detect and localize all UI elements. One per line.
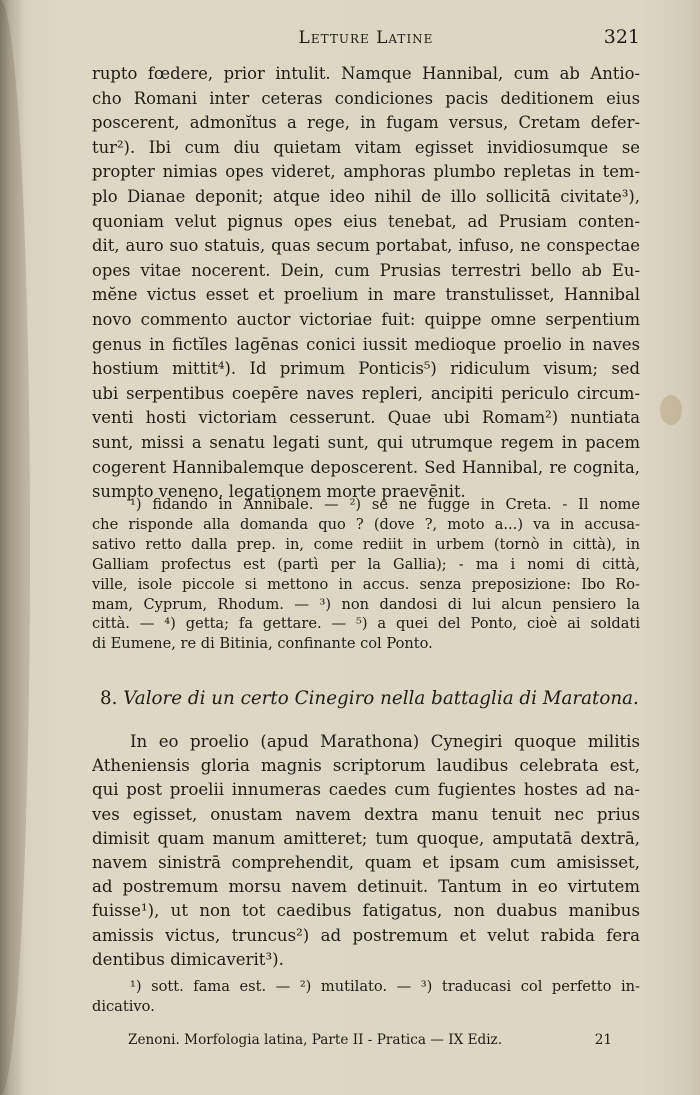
section-number: 8. — [100, 688, 118, 709]
text-line: mĕne victus esset et proelium in mare transtulisset, Hannibal — [92, 285, 640, 305]
page-header — [92, 28, 640, 54]
text-line: genus in fictĭles lagēnas conici iussit medioque proelio in naves — [92, 334, 640, 354]
footnote-line: ¹) fidando in Annibale. — ²) se ne fugge in Creta. - Il nome — [130, 496, 640, 513]
text-line: cogerent Hannibalemque deposcerent. Sed Hannibal, re cognita, — [92, 457, 640, 477]
signature-mark: 21 — [594, 1032, 612, 1048]
text-line: ves egisset, onustam navem dextra manu tenuit nec prius — [92, 804, 640, 824]
text-line: opes vitae nocerent. Dein, cum Prusias terrestri bello ab Eu- — [92, 260, 640, 280]
text-line: novo commento auctor victoriae fuit: quippe omne serpentium — [92, 309, 640, 329]
text-line: In eo proelio (apud Marathona) Cynegiri quoque militis — [130, 732, 640, 751]
text-line: dentibus dimicaverit³). — [92, 949, 284, 969]
imprint-line: Zenoni. Morfologia latina, Parte II - Pratica — IX Ediz. — [128, 1032, 503, 1048]
running-title: Letture Latine — [298, 28, 434, 48]
text-line: sunt, missi a senatu legati sunt, qui utrumque regem in pacem — [92, 432, 640, 452]
text-line: venti hosti victoriam cesserunt. Quae ubi Romam²) nuntiata — [92, 408, 640, 428]
footnote-line: Galliam profectus est (partì per la Gallia); - ma i nomi di città, — [92, 555, 640, 573]
page-number: 321 — [603, 26, 640, 48]
section-title: Valore di un certo Cinegiro nella battaglia di Maratona. — [123, 688, 639, 709]
latin-passage-hannibal — [92, 62, 640, 505]
text-line: plo Dianae deponit; atque ideo nihil de illo sollicitā civitate³), — [92, 186, 640, 206]
text-line: quoniam velut pignus opes eius tenebat, ad Prusiam conten- — [92, 211, 640, 231]
text-line: fuisse¹), ut non tot caedibus fatigatus, non duabus manibus — [92, 901, 640, 921]
text-line: navem sinistrā comprehendit, quam et ipsam cum amisisset, — [92, 853, 640, 873]
text-line: hostium mittit⁴). Id primum Ponticis⁵) ridiculum visum; sed — [92, 359, 640, 379]
text-line: ad postremum morsu navem detinuit. Tantum in eo virtutem — [92, 877, 640, 897]
page-footer — [128, 1032, 612, 1048]
text-line: ubi serpentibus coepēre naves repleri, ancipiti periculo circum- — [92, 383, 640, 403]
footnote-line: ville, isole piccole si mettono in accus. senza preposizione: Ibo Ro- — [92, 575, 640, 593]
text-line: rupto fœdere, prior intulit. Namque Hannibal, cum ab Antio- — [92, 64, 640, 83]
text-line: propter nimias opes videret, amphoras plumbo repletas in tem- — [92, 162, 640, 182]
footnote-line: sativo retto dalla prep. in, come rediit in urbem (tornò in città), in — [92, 535, 640, 553]
text-line: dimisit quam manum amitteret; tum quoque, amputatā dextrā, — [92, 828, 640, 848]
text-line: cho Romani inter ceteras condiciones pacis deditionem eius — [92, 88, 640, 108]
footnote-line: che risponde alla domanda quo ? (dove ?, moto a...) va in accusa- — [92, 515, 640, 533]
text-line: sumpto veneno, legationem morte praevēnit. — [92, 482, 466, 502]
footnote-line: ¹) sott. fama est. — ²) mutilato. — ³) traducasi col perfetto in- — [130, 978, 640, 995]
footnote-line: mam, Cyprum, Rhodum. — ³) non dandosi di lui alcun pensiero la — [92, 595, 640, 613]
text-line: Atheniensis gloria magnis scriptorum laudibus celebrata est, — [92, 756, 640, 776]
footnotes-cynegirus — [92, 977, 640, 1017]
text-line: amissis victus, truncus²) ad postremum et velut rabida fera — [92, 925, 640, 945]
text-line: poscerent, admonĭtus a rege, in fugam versus, Cretam defer- — [92, 113, 640, 133]
binding-shadow — [0, 0, 30, 1095]
foxing-stain — [660, 395, 682, 425]
footnote-line: città. — ⁴) getta; fa gettare. — ⁵) a quei del Ponto, cioè ai soldati — [92, 615, 640, 633]
section-heading — [100, 688, 640, 709]
text-line: qui post proelii innumeras caedes cum fugientes hostes ad na- — [92, 780, 640, 800]
footnotes-hannibal — [92, 495, 640, 654]
latin-passage-cynegirus — [92, 730, 640, 972]
text-line: tur²). Ibi cum diu quietam vitam egisset invidiosumque se — [92, 137, 640, 157]
footnote-line: di Eumene, re di Bitinia, confinante col Ponto. — [92, 635, 433, 653]
footnote-line: dicativo. — [92, 997, 155, 1015]
text-line: dit, auro suo statuis, quas secum portabat, infuso, ne conspectae — [92, 236, 640, 256]
